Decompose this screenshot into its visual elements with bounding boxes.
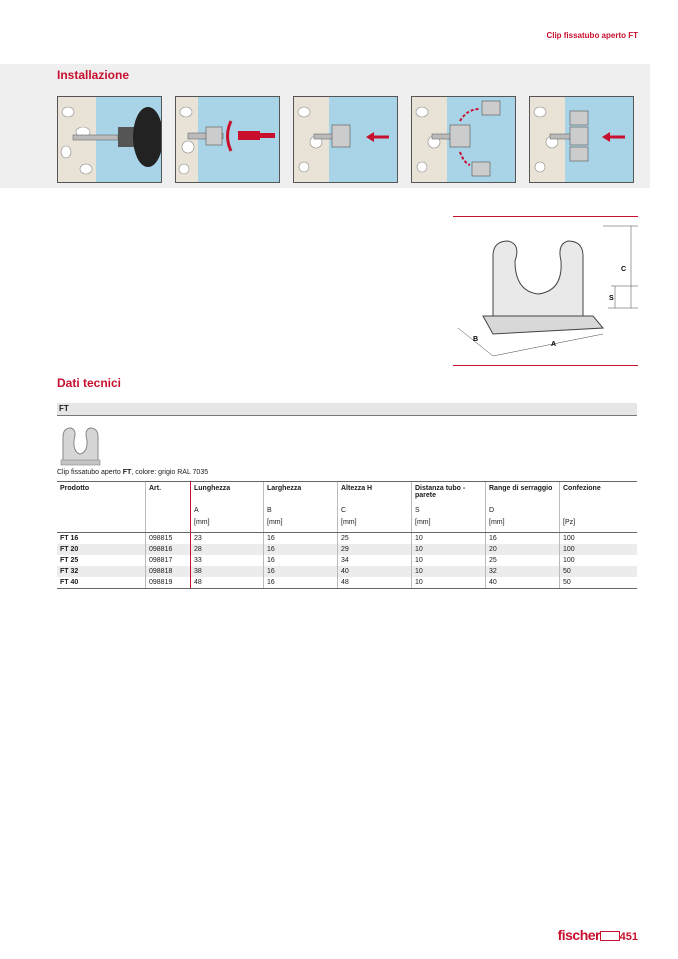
col-unit xyxy=(146,519,191,533)
clip-product-image xyxy=(57,422,103,466)
dim-label-c: C xyxy=(621,266,627,273)
dim-label-b: B xyxy=(473,336,479,343)
dim-label-s: S xyxy=(609,295,614,302)
cell-value: 25 xyxy=(338,533,412,545)
cell-value: 16 xyxy=(264,533,338,545)
col-unit: [mm] xyxy=(338,519,412,533)
installation-title: Installazione xyxy=(57,68,130,82)
cell-value: 50 xyxy=(560,577,638,589)
product-caption xyxy=(57,469,208,476)
cell-value: 10 xyxy=(412,533,486,545)
cell-value: 50 xyxy=(560,566,638,577)
col-header: Lunghezza xyxy=(191,482,264,508)
cell-value: 16 xyxy=(264,566,338,577)
col-unit: [mm] xyxy=(264,519,338,533)
cell-value: 100 xyxy=(560,533,638,545)
cell-value: 16 xyxy=(264,577,338,589)
col-symbol: D xyxy=(486,507,560,519)
install-step-3 xyxy=(293,96,398,183)
col-header: Confezione xyxy=(560,482,638,508)
cell-value: 28 xyxy=(191,544,264,555)
cell-value: 34 xyxy=(338,555,412,566)
install-step-2 xyxy=(175,96,280,183)
insert-screw-icon xyxy=(176,97,279,182)
install-step-4 xyxy=(411,96,516,183)
ft-section-bar xyxy=(57,403,637,416)
col-unit: [mm] xyxy=(412,519,486,533)
cell-value: 48 xyxy=(191,577,264,589)
cell-value: 40 xyxy=(338,566,412,577)
tech-data-title: Dati tecnici xyxy=(57,376,122,390)
cell-value: 25 xyxy=(486,555,560,566)
table-row xyxy=(57,577,637,589)
diagram-bottom-rule xyxy=(453,365,638,366)
cell-value: 48 xyxy=(338,577,412,589)
push-assembly-icon xyxy=(530,97,633,182)
ft-section-label: FT xyxy=(59,404,69,413)
specs-table xyxy=(57,481,637,589)
cell-value: 16 xyxy=(264,555,338,566)
snap-parts-icon xyxy=(412,97,515,182)
cell-value: 16 xyxy=(486,533,560,545)
cell-art: 098817 xyxy=(146,555,191,566)
cell-value: 32 xyxy=(486,566,560,577)
clip-drawing xyxy=(453,216,638,366)
col-symbol xyxy=(146,507,191,519)
cell-product: FT 40 xyxy=(57,577,146,589)
col-symbol xyxy=(560,507,638,519)
page-header-title: Clip fissatubo aperto FT xyxy=(546,31,638,40)
col-header: Altezza H xyxy=(338,482,412,508)
cell-value: 23 xyxy=(191,533,264,545)
col-unit xyxy=(57,519,146,533)
cell-value: 10 xyxy=(412,566,486,577)
cell-value: 40 xyxy=(486,577,560,589)
cell-value: 33 xyxy=(191,555,264,566)
cell-product: FT 25 xyxy=(60,557,79,564)
clip-dimension-diagram xyxy=(453,216,638,366)
cell-value: 38 xyxy=(191,566,264,577)
col-symbol: S xyxy=(412,507,486,519)
col-header: Art. xyxy=(146,482,191,508)
cell-product: FT 20 xyxy=(57,544,146,555)
table-row xyxy=(57,544,637,555)
push-clip-icon xyxy=(294,97,397,182)
col-header: Prodotto xyxy=(57,482,146,508)
caption-suffix: , colore: grigio RAL 7035 xyxy=(131,469,209,476)
cell-product: FT 32 xyxy=(57,566,146,577)
cell-value: 10 xyxy=(412,577,486,589)
cell-value: 10 xyxy=(412,555,486,566)
cell-art: 098819 xyxy=(146,577,191,589)
cell-value: 100 xyxy=(560,555,638,566)
page-number: 451 xyxy=(619,931,638,943)
install-step-5 xyxy=(529,96,634,183)
fischer-logo-mark xyxy=(600,931,620,941)
caption-prefix: Clip fissatubo aperto xyxy=(57,469,123,476)
fischer-logo: fischer xyxy=(557,927,600,943)
col-unit: [Pz] xyxy=(560,519,638,533)
caption-product: FT xyxy=(122,469,132,476)
col-header: Larghezza xyxy=(264,482,338,508)
col-unit: [mm] xyxy=(191,519,264,533)
cell-value: 10 xyxy=(412,544,486,555)
col-symbol: A xyxy=(191,507,264,519)
col-symbol: C xyxy=(338,507,412,519)
install-step-1 xyxy=(57,96,162,183)
cell-art: 098816 xyxy=(146,544,191,555)
cell-value: 100 xyxy=(560,544,638,555)
table-row xyxy=(57,566,637,577)
cell-art: 098818 xyxy=(146,566,191,577)
table-row xyxy=(57,555,637,566)
col-symbol: B xyxy=(264,507,338,519)
col-header: Range di serraggio xyxy=(486,482,560,508)
cell-value: 16 xyxy=(264,544,338,555)
drill-hole-icon xyxy=(58,97,161,182)
col-symbol xyxy=(57,507,146,519)
col-unit: [mm] xyxy=(486,519,560,533)
dim-label-a: A xyxy=(551,341,557,348)
table-row xyxy=(57,533,637,545)
cell-value: 20 xyxy=(486,544,560,555)
cell-art: 098815 xyxy=(146,533,191,545)
cell-value: 29 xyxy=(338,544,412,555)
col-header: Distanza tubo - parete xyxy=(412,482,486,508)
cell-product: FT 16 xyxy=(60,535,79,542)
